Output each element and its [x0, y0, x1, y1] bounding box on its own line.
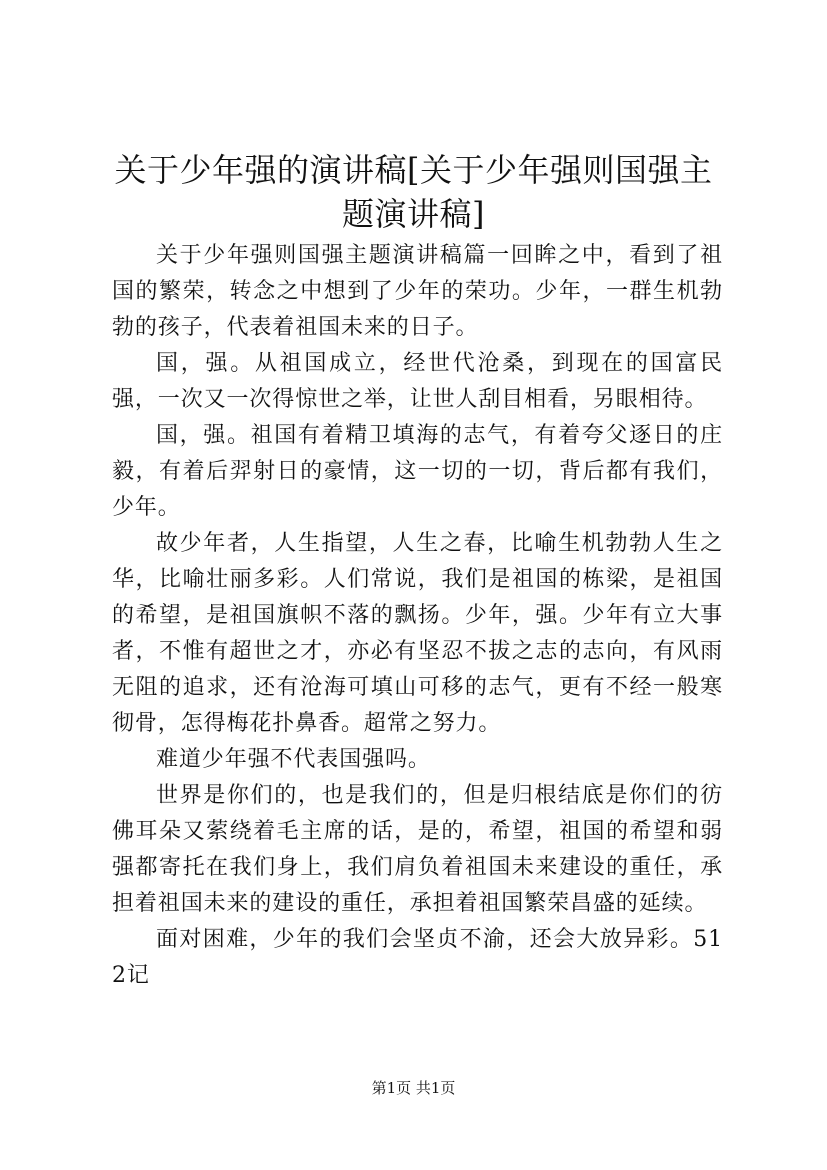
document-body — [112, 238, 723, 994]
page-footer: 第1页 共1页 — [371, 1079, 456, 1097]
paragraph: 世界是你们的，也是我们的，但是归根结底是你们的彷佛耳朵又萦绕着毛主席的话，是的，希望，祖国的希望和弱强都寄托在我们身上，我们肩负着祖国未来建设的重任，承担着祖国未来的建设的重任，承担着祖国繁荣昌盛的延续。 — [112, 783, 723, 916]
paragraph: 故少年者，人生指望，人生之春，比喻生机勃勃人生之华，比喻壮丽多彩。人们常说，我们是祖国的栋梁，是祖国的希望，是祖国旗帜不落的飘扬。少年，强。少年有立大事者，不惟有超世之才，亦必有坚忍不拔之志的志向，有风雨无阻的追求，还有沧海可填山可移的志气，更有不经一般寒彻骨，怎得梅花扑鼻香。超常之努力。 — [112, 531, 723, 736]
paragraph: 关于少年强则国强主题演讲稿篇一回眸之中，看到了祖国的繁荣，转念之中想到了少年的荣功。少年，一群生机勃勃的孩子，代表着祖国未来的日子。 — [112, 243, 723, 340]
document-title: 关于少年强的演讲稿[关于少年强则国强主题演讲稿] — [114, 151, 713, 233]
paragraph: 难道少年强不代表国强吗。 — [156, 747, 431, 772]
paragraph: 国，强。祖国有着精卫填海的志气，有着夸父逐日的庄毅，有着后羿射日的豪情，这一切的一切，背后都有我们，少年。 — [112, 423, 723, 520]
paragraph: 国，强。从祖国成立，经世代沧桑，到现在的国富民强，一次又一次得惊世之举，让世人刮目相看，另眼相待。 — [112, 351, 723, 412]
paragraph: 面对困难，少年的我们会坚贞不渝，还会大放异彩。512记 — [112, 927, 723, 988]
